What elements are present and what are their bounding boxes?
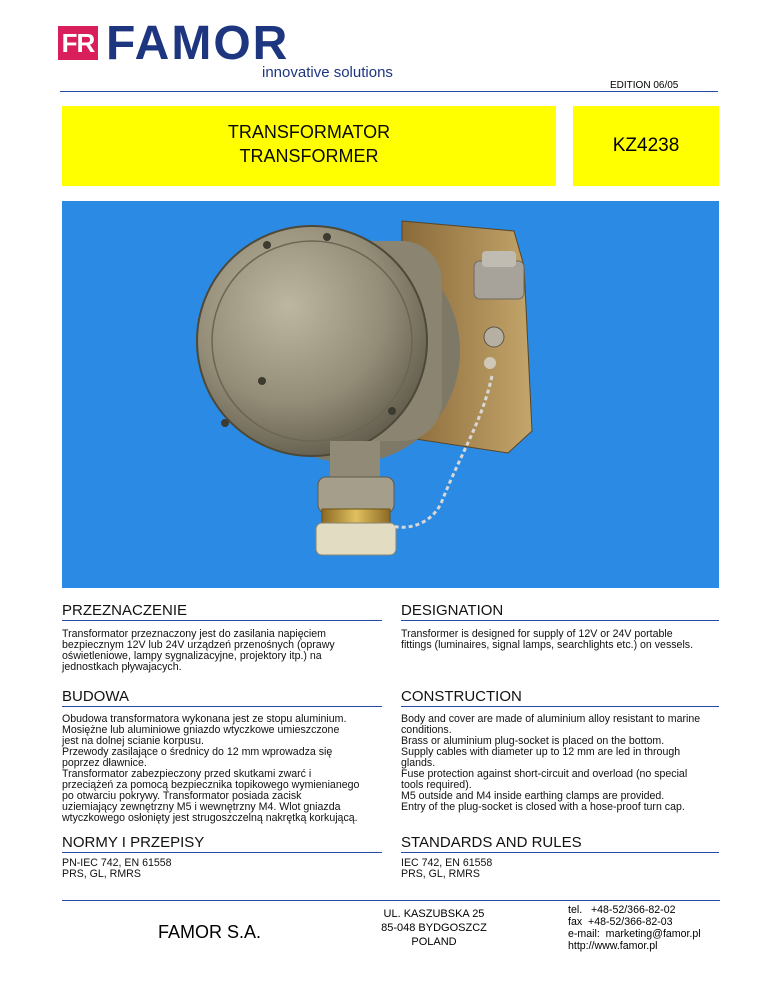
paragraph-przeznaczenie — [62, 629, 382, 673]
fax-line: fax +48-52/366-82-03 — [568, 916, 673, 928]
email-link[interactable]: e-mail: marketing@famor.pl — [568, 928, 701, 940]
paragraph-budowa — [62, 714, 384, 824]
divider — [62, 852, 382, 853]
text-line: PN-IEC 742, EN 61558 — [62, 857, 172, 869]
text-line: conditions. — [401, 724, 452, 736]
text-line: Body and cover are made of aluminium alloy resistant to marine — [401, 713, 701, 725]
heading-budowa: BUDOWA — [62, 688, 129, 705]
address-line: 85-048 BYDGOSZCZ — [381, 922, 487, 934]
text-line: Brass or aluminium plug-socket is placed on the bottom. — [401, 735, 665, 747]
divider — [401, 706, 719, 707]
phone-line: tel. +48-52/366-82-02 — [568, 904, 676, 916]
title-line-pl: TRANSFORMATOR — [227, 122, 391, 142]
text-line: Obudowa transformatora wykonana jest ze stopu aluminium. — [62, 713, 347, 725]
heading-construction: CONSTRUCTION — [401, 688, 522, 705]
logo-tagline: innovative solutions — [262, 64, 393, 81]
heading-designation: DESIGNATION — [401, 602, 504, 619]
text-line: Fuse protection against short-circuit and overload (no special — [401, 768, 688, 780]
text-line: PRS, GL, RMRS — [401, 868, 480, 880]
logo-wordmark: FAMOR — [106, 17, 290, 70]
divider — [401, 852, 719, 853]
address-line: UL. KASZUBSKA 25 — [383, 908, 485, 920]
divider — [62, 620, 382, 621]
text-line: przeciążeń za pomocą bezpiecznika topikowego wymienianego — [62, 779, 360, 791]
paragraph-standards — [401, 858, 721, 880]
text-line: Mosiężne lub aluminiowe gniazdo wtyczkowe umieszczone — [62, 724, 340, 736]
heading-normy: NORMY I PRZEPISY — [62, 834, 205, 851]
text-line: PRS, GL, RMRS — [62, 868, 141, 880]
text-line: fittings (luminaires, signal lamps, searchlights etc.) on vessels. — [401, 639, 694, 651]
product-code-box — [573, 106, 719, 186]
text-line: bezpiecznym 12V lub 24V urządzeń przenośnych (oprawy — [62, 639, 335, 651]
text-line: uziemiający zewnętrzny M5 i wewnętrzny M4. Wlot gniazda — [62, 801, 341, 813]
text-line: IEC 742, EN 61558 — [401, 857, 493, 869]
product-photo — [62, 201, 719, 588]
company-address — [360, 907, 508, 949]
logo-mark — [58, 26, 98, 60]
title-box — [62, 106, 556, 186]
title-line-en: TRANSFORMER — [239, 146, 379, 166]
text-line: poprzez dławnice. — [62, 757, 147, 769]
transformer-illustration — [62, 201, 719, 588]
footer-divider — [62, 900, 720, 901]
product-code: KZ4238 — [612, 135, 680, 156]
text-line: Supply cables with diameter up to 12 mm are led in through — [401, 746, 681, 758]
text-line: Entry of the plug-socket is closed with a hose-proof turn cap. — [401, 801, 685, 813]
text-line: Przewody zasilające o średnicy do 12 mm wprowadza się — [62, 746, 333, 758]
text-line: Transformator zabezpieczony przed skutkami zwarć i — [62, 768, 312, 780]
website-link[interactable]: http://www.famor.pl — [568, 940, 658, 952]
paragraph-construction — [401, 714, 723, 813]
paragraph-normy — [62, 858, 382, 880]
text-line: jednostkach pływajacych. — [62, 661, 182, 673]
text-line: tools required). — [401, 779, 472, 791]
company-name: FAMOR S.A. — [158, 922, 262, 942]
company-contact — [568, 904, 701, 952]
paragraph-designation — [401, 629, 721, 651]
divider — [62, 706, 382, 707]
text-line: Transformer is designed for supply of 12V or 24V portable — [401, 628, 673, 640]
edition-label: EDITION 06/05 — [610, 80, 679, 91]
text-line: Transformator przeznaczony jest do zasilania napięciem — [62, 628, 326, 640]
text-line: glands. — [401, 757, 436, 769]
text-line: wtyczkowego osłonięty jest strugoszczelną nakrętką korkującą. — [62, 812, 358, 824]
text-line: oświetleniowe, lampy sygnalizacyjne, projektory itp.) na — [62, 650, 322, 662]
header-divider — [60, 91, 718, 92]
text-line: M5 outside and M4 inside earthing clamps are provided. — [401, 790, 665, 802]
logo-mark-text: FR — [61, 28, 95, 58]
text-line: jest na dolnej scianie korpusu. — [62, 735, 204, 747]
divider — [401, 620, 719, 621]
heading-przeznaczenie: PRZEZNACZENIE — [62, 602, 188, 619]
heading-standards: STANDARDS AND RULES — [401, 834, 582, 851]
address-line: POLAND — [411, 936, 457, 948]
text-line: po otwarciu pokrywy. Transformator posiada zacisk — [62, 790, 302, 802]
